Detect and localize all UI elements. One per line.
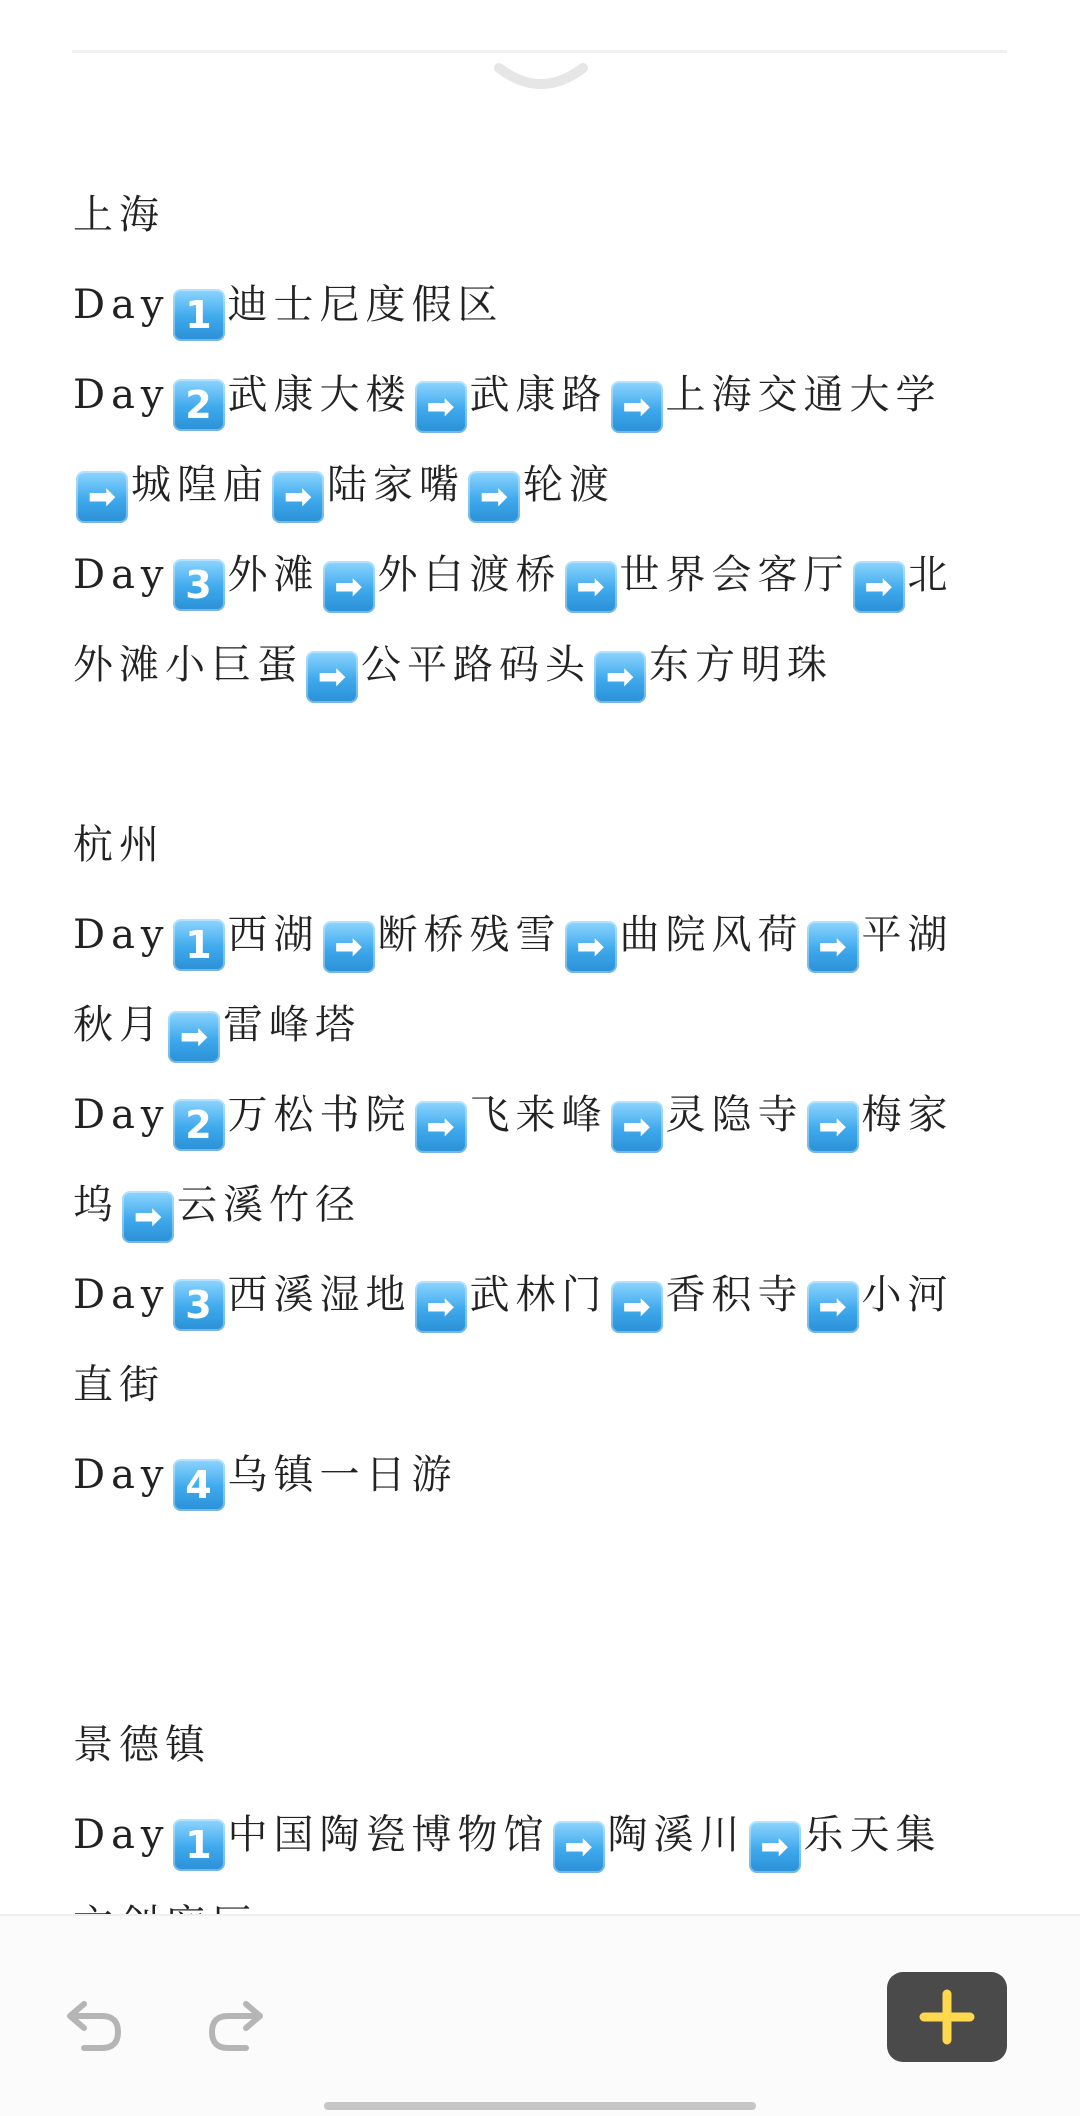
place-name: 小河 xyxy=(861,1272,954,1318)
itinerary-line xyxy=(73,1430,1008,1520)
place-name: 万松书院 xyxy=(227,1092,412,1138)
itinerary-line xyxy=(73,980,1008,1070)
day-label: Day xyxy=(73,1092,170,1138)
itinerary-line xyxy=(73,890,1008,980)
keycap-number-emoji: 2 xyxy=(173,1099,225,1151)
undo-icon[interactable] xyxy=(60,1988,130,2058)
itinerary-line xyxy=(73,1070,1008,1160)
itinerary-line xyxy=(73,1250,1008,1340)
right-arrow-emoji: ➡ xyxy=(323,561,375,613)
right-arrow-emoji: ➡ xyxy=(807,1101,859,1153)
place-name: 世界会客厅 xyxy=(619,552,850,598)
place-name: 坞 xyxy=(73,1182,119,1228)
right-arrow-emoji: ➡ xyxy=(611,1101,663,1153)
right-arrow-emoji: ➡ xyxy=(76,471,128,523)
place-name: 城隍庙 xyxy=(131,462,269,508)
add-button[interactable] xyxy=(887,1972,1007,2062)
place-name: 外白渡桥 xyxy=(377,552,562,598)
place-name: 公平路码头 xyxy=(361,642,591,688)
home-indicator xyxy=(324,2102,756,2110)
place-name: 乌镇一日游 xyxy=(227,1452,458,1498)
right-arrow-emoji: ➡ xyxy=(306,651,358,703)
blank-line xyxy=(73,1520,1008,1700)
place-name: 灵隐寺 xyxy=(665,1092,804,1138)
right-arrow-emoji: ➡ xyxy=(807,1281,859,1333)
place-name: 轮渡 xyxy=(523,462,615,508)
right-arrow-emoji: ➡ xyxy=(468,471,520,523)
right-arrow-emoji: ➡ xyxy=(594,651,646,703)
right-arrow-emoji: ➡ xyxy=(553,1821,605,1873)
itinerary-line xyxy=(73,1160,1008,1250)
place-name: 武林门 xyxy=(469,1272,608,1318)
place-name: 梅家 xyxy=(861,1092,954,1138)
blank-line xyxy=(73,710,1008,800)
place-name: 迪士尼度假区 xyxy=(227,282,504,328)
right-arrow-emoji: ➡ xyxy=(168,1011,220,1063)
place-name: 中国陶瓷博物馆 xyxy=(227,1812,550,1858)
keycap-number-emoji: 3 xyxy=(173,559,225,611)
right-arrow-emoji: ➡ xyxy=(415,381,467,433)
right-arrow-emoji: ➡ xyxy=(122,1191,174,1243)
day-label: Day xyxy=(73,1452,170,1498)
chevron-down-icon[interactable] xyxy=(493,60,589,96)
right-arrow-emoji: ➡ xyxy=(611,381,663,433)
place-name: 外滩小巨蛋 xyxy=(73,642,303,688)
place-name: 飞来峰 xyxy=(469,1092,608,1138)
right-arrow-emoji: ➡ xyxy=(853,561,905,613)
keycap-number-emoji: 3 xyxy=(173,1279,225,1331)
day-label: Day xyxy=(73,1272,170,1318)
keycap-number-emoji: 4 xyxy=(173,1459,225,1511)
section-title: 杭州 xyxy=(73,822,165,868)
place-name: 陆家嘴 xyxy=(327,462,465,508)
keycap-number-emoji: 1 xyxy=(173,1819,225,1871)
place-name: 平湖 xyxy=(861,912,954,958)
right-arrow-emoji: ➡ xyxy=(749,1821,801,1873)
right-arrow-emoji: ➡ xyxy=(565,921,617,973)
right-arrow-emoji: ➡ xyxy=(415,1281,467,1333)
right-arrow-emoji: ➡ xyxy=(415,1101,467,1153)
place-name: 上海交通大学 xyxy=(665,372,942,418)
top-divider xyxy=(72,50,1007,53)
note-content[interactable] xyxy=(73,170,1008,1905)
right-arrow-emoji: ➡ xyxy=(611,1281,663,1333)
itinerary-line xyxy=(73,620,1008,710)
place-name: 直街 xyxy=(73,1362,165,1408)
day-label: Day xyxy=(73,912,170,958)
place-name: 西湖 xyxy=(227,912,320,958)
place-name: 外滩 xyxy=(227,552,320,598)
day-label: Day xyxy=(73,552,170,598)
right-arrow-emoji: ➡ xyxy=(565,561,617,613)
itinerary-line xyxy=(73,530,1008,620)
itinerary-line xyxy=(73,1790,1008,1880)
plus-icon xyxy=(887,1972,1007,2062)
keycap-number-emoji: 1 xyxy=(173,919,225,971)
keycap-number-emoji: 1 xyxy=(173,289,225,341)
place-name: 乐天集 xyxy=(803,1812,942,1858)
place-name: 云溪竹径 xyxy=(177,1182,361,1228)
place-name: 武康大楼 xyxy=(227,372,412,418)
place-name: 陶溪川 xyxy=(607,1812,746,1858)
right-arrow-emoji: ➡ xyxy=(323,921,375,973)
day-label: Day xyxy=(73,372,170,418)
place-name: 曲院风荷 xyxy=(619,912,804,958)
place-name: 香积寺 xyxy=(665,1272,804,1318)
place-name: 武康路 xyxy=(469,372,608,418)
day-label: Day xyxy=(73,1812,170,1858)
itinerary-line xyxy=(73,440,1008,530)
place-name: 西溪湿地 xyxy=(227,1272,412,1318)
right-arrow-emoji: ➡ xyxy=(272,471,324,523)
place-name: 东方明珠 xyxy=(649,642,833,688)
bottom-toolbar xyxy=(0,1914,1080,2116)
place-name: 秋月 xyxy=(73,1002,165,1048)
place-name: 北 xyxy=(907,552,954,598)
place-name: 断桥残雪 xyxy=(377,912,562,958)
keycap-number-emoji: 2 xyxy=(173,379,225,431)
day-label: Day xyxy=(73,282,170,328)
section-title: 景德镇 xyxy=(73,1722,211,1768)
right-arrow-emoji: ➡ xyxy=(807,921,859,973)
redo-icon[interactable] xyxy=(200,1988,270,2058)
place-name: 雷峰塔 xyxy=(223,1002,361,1048)
itinerary-line xyxy=(73,260,1008,350)
itinerary-line xyxy=(73,1340,1008,1430)
section-title: 上海 xyxy=(73,192,165,238)
itinerary-line xyxy=(73,350,1008,440)
